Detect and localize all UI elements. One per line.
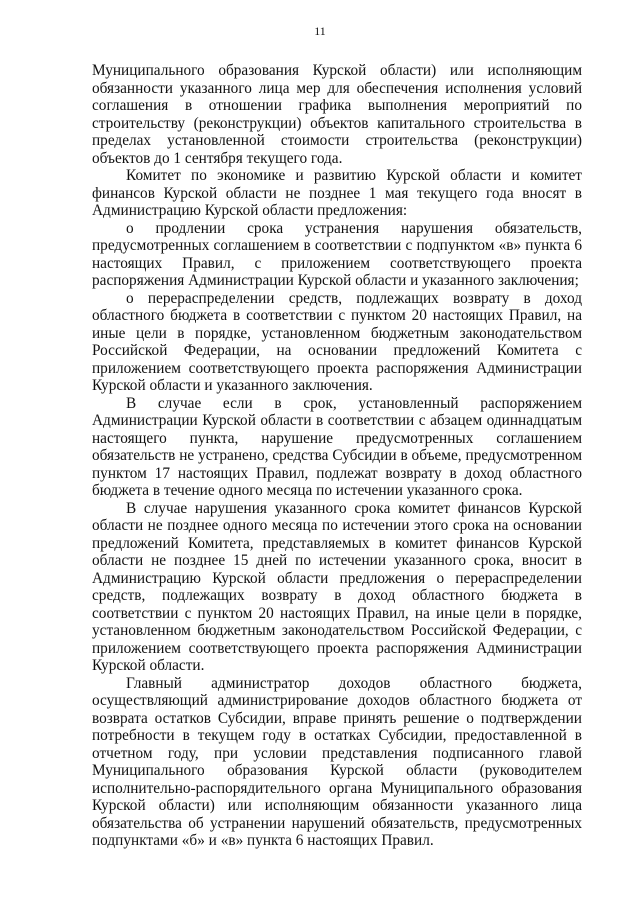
document-body (92, 62, 582, 850)
paragraph-extension-item: о продлении срока устранения нарушения обязательств, предусмотренных соглашением в соответствии с подпунктом «в» пункта 6 настоящих Правил, с приложением соответствующего проекта распоряжения Администрации Курской области и указанного заключения; (92, 219, 582, 289)
paragraph-redistribution-item: о перераспределении средств, подлежащих возврату в доход областного бюджета в соответствии с пунктом 20 настоящих Правил, на иные цели в порядке, установленном бюджетным законодательством Российской Федерации, на основании предложений Комитета с приложением соответствующего проекта распоряжения Администрации Курской области и указанного заключения. (92, 289, 582, 394)
paragraph-committee-proposals: Комитет по экономике и развитию Курской области и комитет финансов Курской области не позднее 1 мая текущего года вносят в Администрацию Курской области предложения: (92, 167, 582, 219)
page-number: 11 (314, 24, 326, 38)
paragraph-deadline-violation: В случае нарушения указанного срока комитет финансов Курской области не позднее одного месяца по истечении этого срока на основании предложений Комитета, представляемых в комитет финансов Курской области не позднее 15 дней по истечении указанного срока, вносит в Администрацию Курской области предложения о перераспределении средств, подлежащих возврату в доход областного бюджета в соответствии с пунктом 20 настоящих Правил, на иные цели в порядке, установленном бюджетным законодательством Российской Федерации, с приложением соответствующего проекта распоряжения Администрации Курской области. (92, 499, 582, 674)
paragraph-continuation: Муниципального образования Курской области) или исполняющим обязанности указанного лица мер для обеспечения исполнения условий соглашения в отношении графика выполнения мероприятий по строительству (реконструкции) объектов капитального строительства в пределах установленной стоимости строительства (реконструкции) объектов до 1 сентября текущего года. (92, 62, 582, 167)
paragraph-chief-administrator: Главный администратор доходов областного бюджета, осуществляющий администрирование доходов областного бюджета от возврата остатков Субсидии, вправе принять решение о подтверждении потребности в текущем году в остатках Субсидии, предоставленной в отчетном году, при условии представления подписанного главой Муниципального образования Курской области (руководителем исполнительно-распорядительного органа Муниципального образования Курской области) или исполняющим обязанности указанного лица обязательства об устранении нарушений обязательств, предусмотренных подпунктами «б» и «в» пункта 6 настоящих Правил. (92, 674, 582, 849)
paragraph-refund-obligation: В случае если в срок, установленный распоряжением Администрации Курской области в соответствии с абзацем одиннадцатым настоящего пункта, нарушение предусмотренных соглашением обязательств не устранено, средства Субсидии в объеме, предусмотренном пунктом 17 настоящих Правил, подлежат возврату в доход областного бюджета в течение одного месяца по истечении указанного срока. (92, 394, 582, 499)
